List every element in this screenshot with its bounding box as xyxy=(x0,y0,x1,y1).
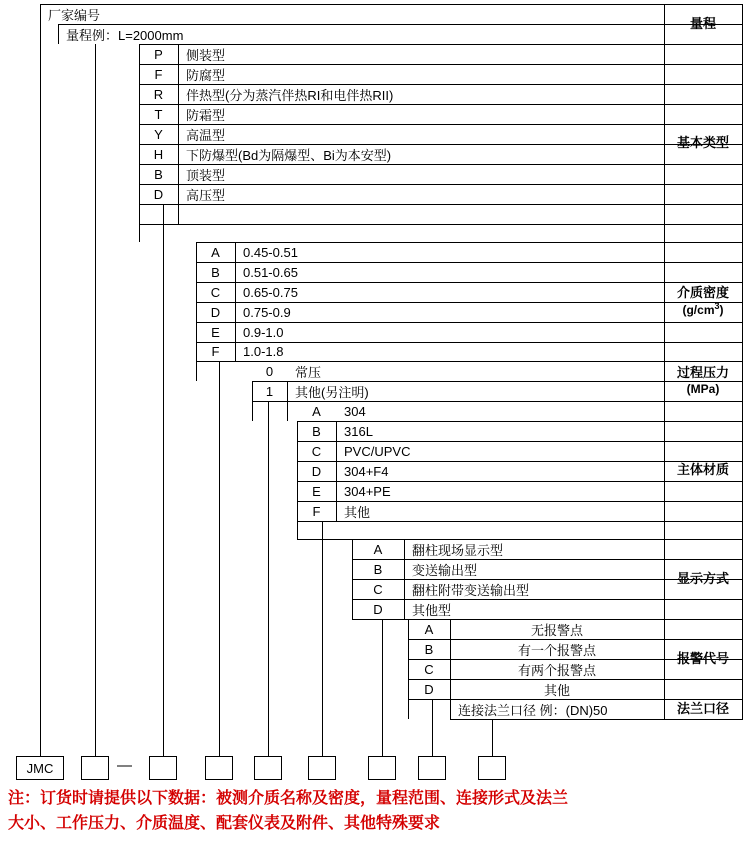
right-label-density: 介质密度 $(g/cm^3)$ xyxy=(676,284,729,318)
code-cell: D xyxy=(153,186,164,202)
code-cell: B xyxy=(373,561,383,577)
right-label-material: 主体材质 xyxy=(676,461,729,477)
code-cell: C xyxy=(311,443,322,459)
code-cell: A xyxy=(211,244,220,260)
model-box-density[interactable] xyxy=(205,756,233,780)
code-cell: E xyxy=(312,483,321,499)
desc-cell: 其他(另注明) xyxy=(295,384,369,400)
grid-line xyxy=(139,224,743,225)
code-cell: C xyxy=(424,661,434,677)
code-cell: C xyxy=(373,581,383,597)
desc-cell: 304+F4 xyxy=(344,463,389,479)
code-cell: Y xyxy=(154,126,163,142)
right-label-pressure-unit: (MPa) xyxy=(686,381,720,396)
desc-cell: 0.9-1.0 xyxy=(243,324,284,340)
desc-cell: 有一个报警点 xyxy=(517,642,596,658)
desc-cell: 侧装型 xyxy=(186,47,226,63)
desc-cell: 下防爆型(Bd为隔爆型、Bi为本安型) xyxy=(186,147,392,163)
desc-cell: 常压 xyxy=(295,364,322,380)
code-cell: D xyxy=(311,463,322,479)
order-note-line1: 注：订货时请提供以下数据：被测介质名称及密度，量程范围、连接形式及法兰 xyxy=(8,790,569,807)
code-cell: D xyxy=(210,304,221,320)
desc-cell: 304+PE xyxy=(344,483,391,499)
desc-cell: 其他 xyxy=(344,504,371,520)
desc-cell: 0.51-0.65 xyxy=(243,264,298,280)
code-cell: 1 xyxy=(265,383,274,399)
leader-line-alarm xyxy=(432,699,433,756)
desc-cell: 防腐型 xyxy=(186,67,226,83)
leader-line-flange xyxy=(492,719,493,756)
right-label-display: 显示方式 xyxy=(676,570,729,586)
right-label-flange: 法兰口径 xyxy=(676,700,729,716)
desc-cell: 其他 xyxy=(543,682,570,698)
code-cell: H xyxy=(153,146,164,162)
code-cell: B xyxy=(154,166,163,182)
model-box-display[interactable] xyxy=(368,756,396,780)
right-label-range: 量程 xyxy=(689,15,716,31)
desc-cell: 316L xyxy=(344,423,373,439)
desc-cell: 有两个报警点 xyxy=(517,662,596,678)
desc-cell: 伴热型(分为蒸汽伴热RI和电伴热RII) xyxy=(186,87,394,103)
grid-line xyxy=(450,719,743,720)
row-range-example: 量程例：L=2000mm xyxy=(66,27,184,43)
code-cell: B xyxy=(211,264,220,280)
model-box-alarm[interactable] xyxy=(418,756,446,780)
code-cell: 0 xyxy=(265,363,274,379)
desc-cell-flange: 连接法兰口径 例：(DN)50 xyxy=(458,702,608,718)
model-box-prefix[interactable]: JMC xyxy=(16,756,64,780)
model-box-range[interactable] xyxy=(81,756,109,780)
leader-line-density xyxy=(219,361,220,756)
model-dash: — xyxy=(117,757,132,774)
code-cell: F xyxy=(211,344,220,359)
desc-cell: 0.45-0.51 xyxy=(243,244,298,260)
order-note-line2: 大小、工作压力、介质温度、配套仪表及附件、其他特殊要求 xyxy=(8,814,441,832)
leader-line-display xyxy=(382,619,383,756)
order-note xyxy=(8,787,743,837)
right-label-pressure: 过程压力 (MPa) xyxy=(676,365,729,396)
code-cell: T xyxy=(154,106,163,122)
desc-cell: 防霜型 xyxy=(186,107,226,123)
leader-line-pressure xyxy=(268,401,269,756)
right-label-alarm: 报警代号 xyxy=(676,650,729,666)
desc-cell: 304 xyxy=(344,403,366,419)
model-box-material[interactable] xyxy=(308,756,336,780)
row-factory-number: 厂家编号 xyxy=(48,7,101,23)
code-cell: R xyxy=(153,86,164,102)
code-cell: P xyxy=(154,46,163,62)
desc-cell: 其他型 xyxy=(412,602,452,618)
code-cell: F xyxy=(312,503,321,519)
desc-cell: 高压型 xyxy=(186,187,226,203)
desc-cell: 无报警点 xyxy=(530,622,583,638)
desc-cell: 高温型 xyxy=(186,127,226,143)
desc-cell: PVC/UPVC xyxy=(344,443,411,459)
leader-line-factory xyxy=(40,24,41,756)
code-cell: D xyxy=(424,681,434,697)
leader-line-basic xyxy=(163,204,164,756)
desc-cell: 顶装型 xyxy=(186,167,226,183)
model-box-pressure[interactable] xyxy=(254,756,282,780)
code-cell: B xyxy=(312,423,321,439)
right-label-basic-type: 基本类型 xyxy=(676,134,729,150)
right-label-density-unit: $(g/cm^3)$ xyxy=(682,301,724,318)
desc-cell: 1.0-1.8 xyxy=(243,344,284,359)
code-cell: B xyxy=(424,641,434,657)
code-cell: A xyxy=(424,621,434,637)
desc-cell: 翻柱附带变送输出型 xyxy=(412,582,530,598)
grid-line xyxy=(139,204,743,205)
model-box-flange[interactable] xyxy=(478,756,506,780)
code-cell: D xyxy=(373,601,383,617)
code-cell: A xyxy=(312,403,321,419)
leader-line-range xyxy=(95,44,96,756)
desc-cell: 0.65-0.75 xyxy=(243,284,298,300)
model-box-basic-type[interactable] xyxy=(149,756,177,780)
code-cell: C xyxy=(210,284,221,300)
code-cell: F xyxy=(154,66,163,82)
desc-cell: 变送输出型 xyxy=(412,562,478,578)
desc-cell: 0.75-0.9 xyxy=(243,304,291,320)
code-cell: E xyxy=(211,324,220,340)
code-cell: A xyxy=(373,541,383,557)
desc-cell: 翻柱现场显示型 xyxy=(412,542,504,558)
leader-line-material xyxy=(322,521,323,756)
